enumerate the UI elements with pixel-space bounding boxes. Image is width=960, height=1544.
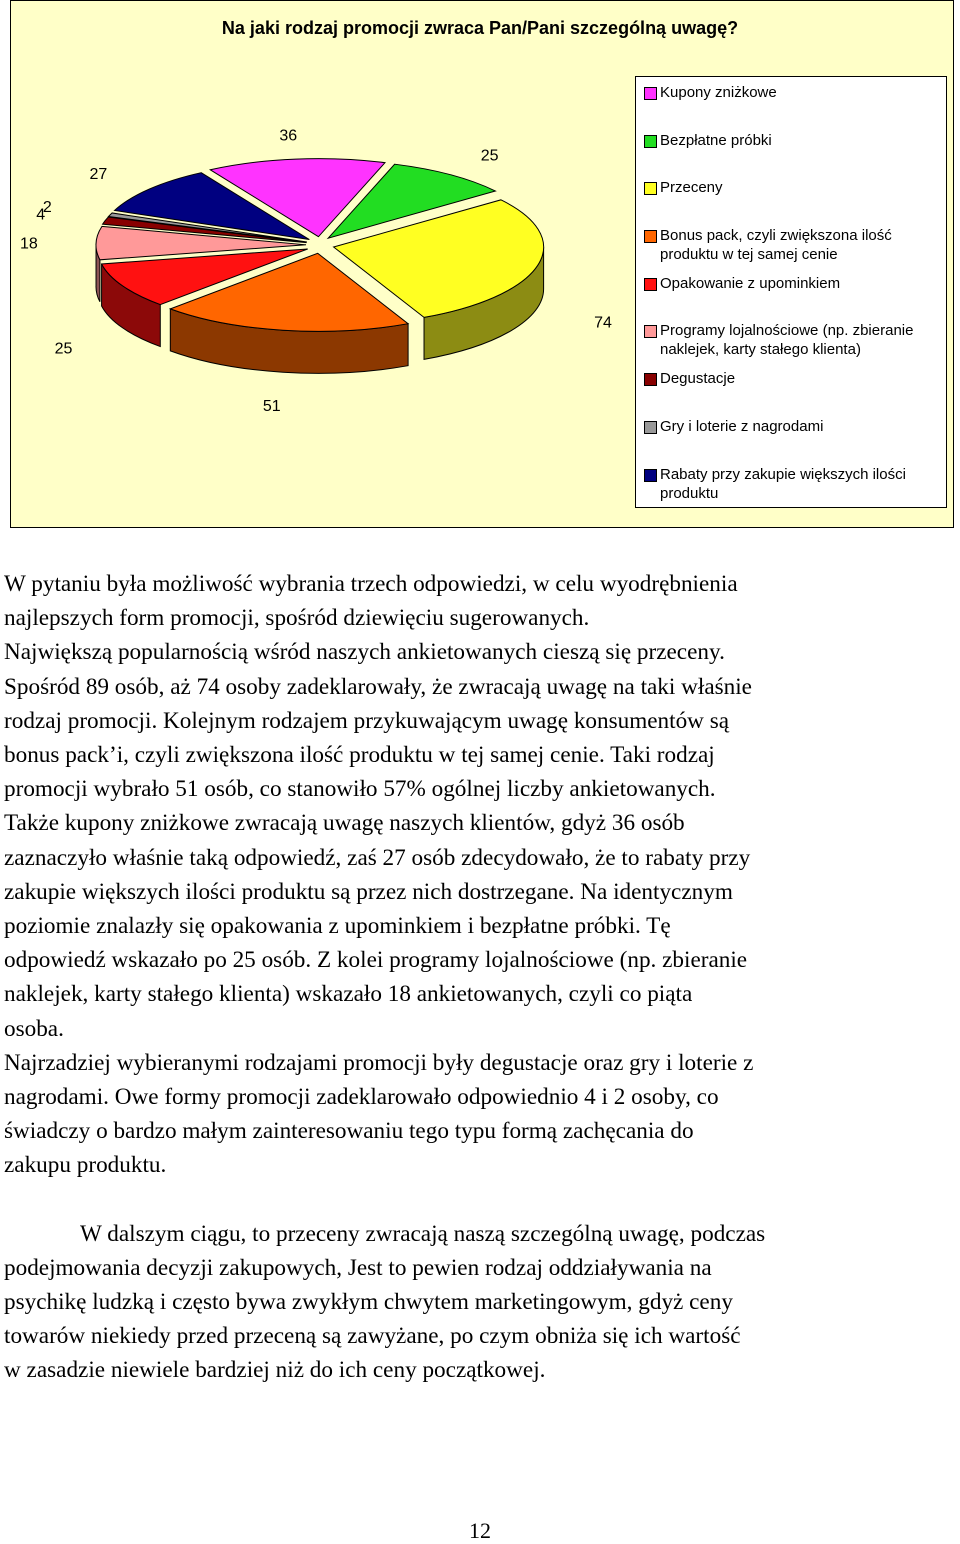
text-line: W dalszym ciągu, to przeceny zwracają naszą szczególną uwagę, podczas: [80, 1220, 766, 1247]
pie-data-label: 25: [54, 340, 73, 358]
legend-label: Gry i loterie z nagrodami: [660, 418, 824, 435]
text-line: W pytaniu była możliwość wybrania trzech odpowiedzi, w celu wyodrębnienia: [4, 571, 738, 597]
legend-label: Rabaty przy zakupie większych ilości produktu: [660, 466, 906, 502]
paragraph-1: [4, 567, 960, 1183]
text-line: świadczy o bardzo małym zainteresowaniu tego typu formą zachęcania do: [4, 1118, 694, 1145]
text-line: rodzaj promocji. Kolejnym rodzajem przykuwającym uwagę konsumentów są: [4, 707, 730, 734]
legend-item: [644, 417, 944, 436]
text-line: Najrzadziej wybieranymi rodzajami promocji były degustacje oraz gry i loterie z: [4, 1049, 754, 1076]
pie-data-label: 51: [262, 397, 281, 415]
chart-legend: [635, 76, 947, 508]
text-line: zakupu produktu.: [4, 1152, 167, 1179]
chart-title: Na jaki rodzaj promocji zwraca Pan/Pani szczególną uwagę?: [221, 18, 739, 38]
text-line: promocji wybrało 51 osób, co stanowiło 57% ogólnej liczby ankietowanych.: [4, 776, 716, 803]
legend-item: [644, 274, 944, 293]
legend-item: [644, 83, 944, 102]
legend-item: [644, 321, 944, 359]
pie-data-label: 36: [279, 127, 298, 145]
page-number: 12: [469, 1518, 491, 1543]
legend-item: [644, 178, 944, 197]
legend-item: [644, 465, 944, 503]
text-line: poziomie znalazły się opakowania z upominkiem i bezpłatne próbki. Tę: [4, 913, 671, 940]
pie-data-label: 27: [89, 165, 108, 183]
text-line: psychikę ludzką i często bywa zwykłym chwytem marketingowym, gdyż ceny: [4, 1289, 733, 1316]
legend-label: Degustacje: [660, 370, 736, 387]
pie-data-label: 2: [42, 198, 52, 216]
paragraph-2: [4, 1217, 960, 1388]
legend-swatch: [644, 230, 657, 243]
text-line: zaznaczyło właśnie taką odpowiedź, zaś 27 osób zdecydowało, że to rabaty przy: [4, 844, 751, 871]
legend-label: Kupony zniżkowe: [660, 84, 777, 101]
legend-label: Przeceny: [660, 179, 723, 196]
legend-label: Programy lojalnościowe (np. zbieranie naklejek, karty stałego klienta): [660, 322, 914, 358]
text-line: nagrodami. Owe formy promocji zadeklarowało odpowiednio 4 i 2 osoby, co: [4, 1084, 719, 1111]
text-line: Także kupony zniżkowe zwracają uwagę naszych klientów, gdyż 36 osób: [4, 810, 685, 837]
text-line: naklejek, karty stałego klienta) wskazało 18 ankietowanych, czyli co piąta: [4, 981, 693, 1008]
legend-item: [644, 226, 944, 264]
legend-swatch: [644, 135, 657, 148]
text-line: osoba.: [4, 1015, 64, 1042]
text-line: w zasadzie niewiele bardziej niż do ich ceny początkowej.: [4, 1357, 546, 1384]
legend-label: Bonus pack, czyli zwiększona ilość produktu w tej samej cenie: [660, 227, 892, 263]
text-line: towarów niekiedy przed przeceną są zawyżane, po czym obniża się ich wartość: [4, 1323, 741, 1350]
legend-item: [644, 369, 944, 388]
legend-swatch: [644, 278, 657, 291]
pie-chart: [0, 0, 640, 528]
legend-label: Opakowanie z upominkiem: [660, 275, 841, 292]
legend-swatch: [644, 421, 657, 434]
legend-swatch: [644, 373, 657, 386]
legend-swatch: [644, 325, 657, 338]
legend-swatch: [644, 469, 657, 482]
legend-item: [644, 131, 944, 150]
text-line: zakupie większych ilości produktu są przez nich dostrzegane. Na identycznym: [4, 878, 733, 905]
text-line: Spośród 89 osób, aż 74 osoby zadeklarowały, że zwracają uwagę na taki właśnie: [4, 673, 752, 700]
pie-data-label: 18: [19, 235, 38, 253]
text-line: najlepszych form promocji, spośród dziewięciu sugerowanych.: [4, 605, 590, 632]
pie-data-label: 74: [594, 314, 612, 332]
body-text: [4, 567, 960, 1388]
text-line: bonus pack’i, czyli zwiększona ilość produktu w tej samej cenie. Taki rodzaj: [4, 742, 715, 769]
text-line: Największą popularnością wśród naszych ankietowanych cieszą się przeceny.: [4, 639, 725, 666]
text-line: odpowiedź wskazało po 25 osób. Z kolei programy lojalnościowe (np. zbieranie: [4, 947, 748, 974]
legend-swatch: [644, 87, 657, 100]
legend-label: Bezpłatne próbki: [660, 132, 772, 149]
text-line: podejmowania decyzji zakupowych, Jest to pewien rodzaj oddziaływania na: [4, 1254, 712, 1281]
pie-data-label: 4: [36, 206, 46, 224]
pie-data-label: 25: [480, 147, 499, 165]
legend-swatch: [644, 182, 657, 195]
